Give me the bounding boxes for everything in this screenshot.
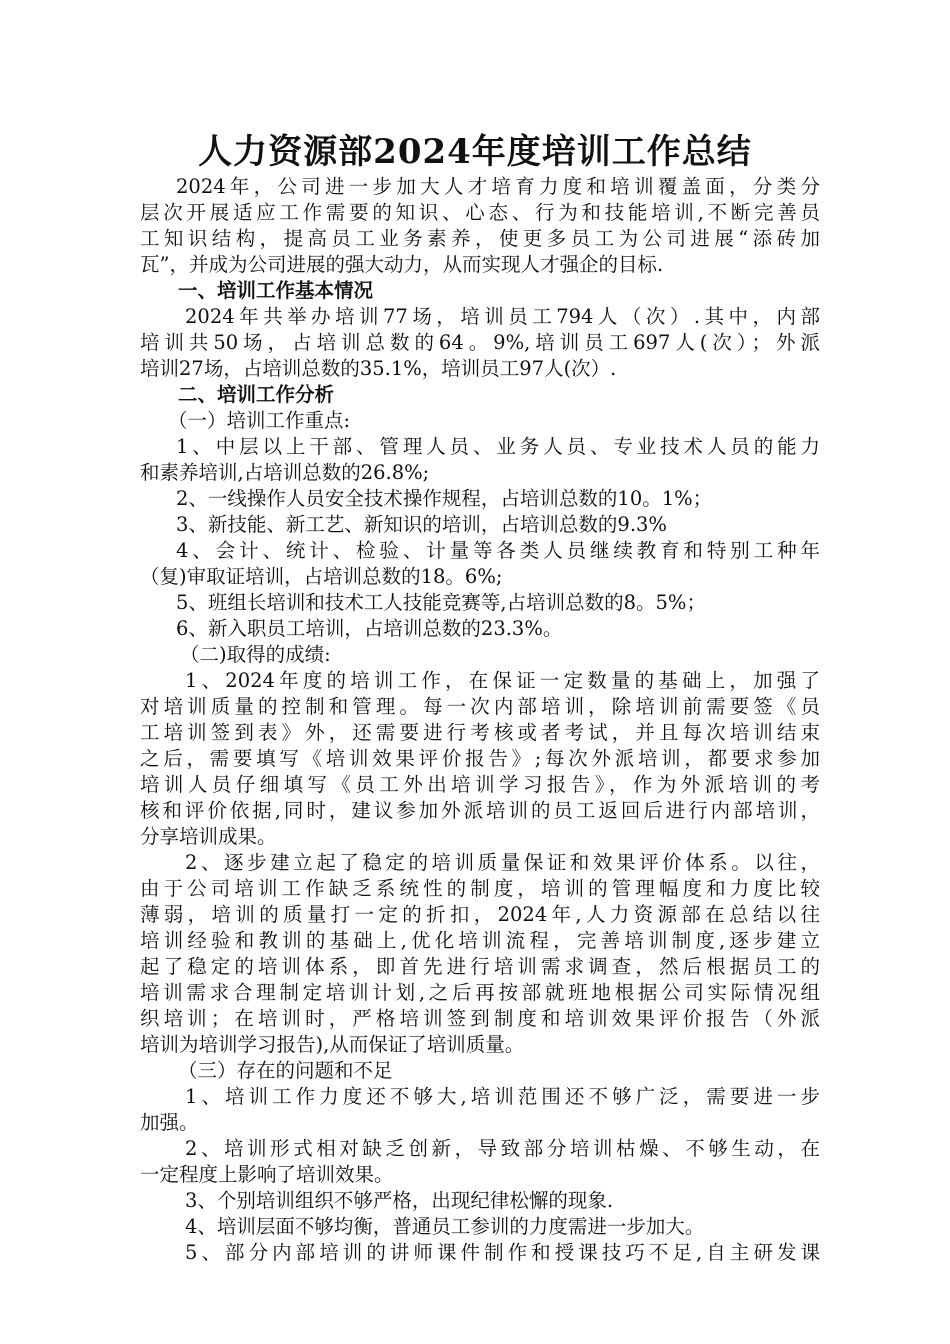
paragraph-line: 3、新技能、新工艺、新知识的培训，占培训总数的9.3% <box>176 513 667 536</box>
paragraph-line: 核和评价依据,同时，建议参加外派培训的员工返回后进行内部培训， <box>140 799 820 822</box>
paragraph-line: 培训经验和教训的基础上,优化培训流程，完善培训制度,逐步建立 <box>140 929 820 952</box>
paragraph-line: 5、部分内部培训的讲师课件制作和授课技巧不足,自主研发课 <box>185 1241 820 1264</box>
paragraph-line: 6、新入职员工培训，占培训总数的23.3%。 <box>176 617 563 640</box>
paragraph-line: 由于公司培训工作缺乏系统性的制度，培训的管理幅度和力度比较 <box>140 877 820 900</box>
paragraph-line: （复)审取证培训，占培训总数的18。6%; <box>140 565 503 588</box>
document-title: 人力资源部2024年度培训工作总结 <box>198 132 752 172</box>
paragraph-line: 培训27场，占培训总数的35.1%，培训员工97人(次）. <box>140 357 617 380</box>
paragraph-line: 培训为培训学习报告),从而保证了培训质量。 <box>140 1033 525 1056</box>
section-heading: 二、培训工作分析 <box>178 383 335 406</box>
paragraph-line: 起了稳定的培训体系，即首先进行培训需求调查，然后根据员工的 <box>140 955 820 978</box>
paragraph-line: 一定程度上影响了培训效果。 <box>140 1163 394 1186</box>
paragraph-line: 加强。 <box>140 1111 199 1134</box>
paragraph-line: 培训需求合理制定培训计划,之后再按部就班地根据公司实际情况组 <box>140 981 820 1004</box>
paragraph-line: 层次开展适应工作需要的知识、心态、行为和技能培训,不断完善员 <box>140 201 820 224</box>
paragraph-line: 1、中层以上干部、管理人员、业务人员、专业技术人员的能力 <box>176 435 820 458</box>
subsection-heading: （二)取得的成绩: <box>180 643 331 666</box>
paragraph-line: 3、个别培训组织不够严格，出现纪律松懈的现象. <box>185 1189 614 1212</box>
paragraph-line: 2、一线操作人员安全技术操作规程，占培训总数的10。1%； <box>176 487 713 510</box>
paragraph-line: 培训人员仔细填写《员工外出培训学习报告》，作为外派培训的考 <box>140 773 820 796</box>
paragraph-line: 瓦”，并成为公司进展的强大动力，从而实现人才强企的目标. <box>140 253 664 276</box>
paragraph-line: 之后，需要填写《培训效果评价报告》;每次外派培训，都要求参加 <box>140 747 820 770</box>
paragraph-line: 5、班组长培训和技术工人技能竞赛等,占培训总数的8。5%； <box>176 591 706 614</box>
paragraph-line: 分享培训成果。 <box>140 825 277 848</box>
paragraph-line: 培训共50场，占培训总数的64。9%,培训员工697人(次）；外派 <box>140 331 820 354</box>
subsection-heading: （三）存在的问题和不足 <box>178 1059 393 1082</box>
paragraph-line: 和素养培训,占培训总数的26.8%; <box>140 461 430 484</box>
paragraph-line: 工知识结构，提高员工业务素养，使更多员工为公司进展“添砖加 <box>140 227 820 250</box>
paragraph-line: 对培训质量的控制和管理。每一次内部培训，除培训前需要签《员 <box>140 695 820 718</box>
paragraph-line: 2024年共举办培训77场，培训员工794人（次）.其中，内部 <box>185 305 820 328</box>
paragraph-line: 2、逐步建立起了稳定的培训质量保证和效果评价体系。以往， <box>185 851 820 874</box>
subsection-heading: （一）培训工作重点: <box>168 409 351 432</box>
paragraph-line: 4、会计、统计、检验、计量等各类人员继续教育和特别工种年 <box>176 539 820 562</box>
paragraph-line: 1、2024年度的培训工作，在保证一定数量的基础上，加强了 <box>185 669 820 692</box>
paragraph-line: 1、培训工作力度还不够大,培训范围还不够广泛，需要进一步 <box>185 1085 820 1108</box>
paragraph-line: 薄弱，培训的质量打一定的折扣，2024年,人力资源部在总结以往 <box>140 903 820 926</box>
paragraph-line: 2024年，公司进一步加大人才培育力度和培训覆盖面，分类分 <box>176 175 820 198</box>
paragraph-line: 2、培训形式相对缺乏创新，导致部分培训枯燥、不够生动，在 <box>185 1137 820 1160</box>
paragraph-line: 织培训；在培训时，严格培训签到制度和培训效果评价报告（外派 <box>140 1007 820 1030</box>
paragraph-line: 4、培训层面不够均衡，普通员工参训的力度需进一步加大。 <box>185 1215 705 1238</box>
paragraph-line: 工培训签到表》外，还需要进行考核或者考试，并且每次培训结束 <box>140 721 820 744</box>
section-heading: 一、培训工作基本情况 <box>178 279 374 302</box>
